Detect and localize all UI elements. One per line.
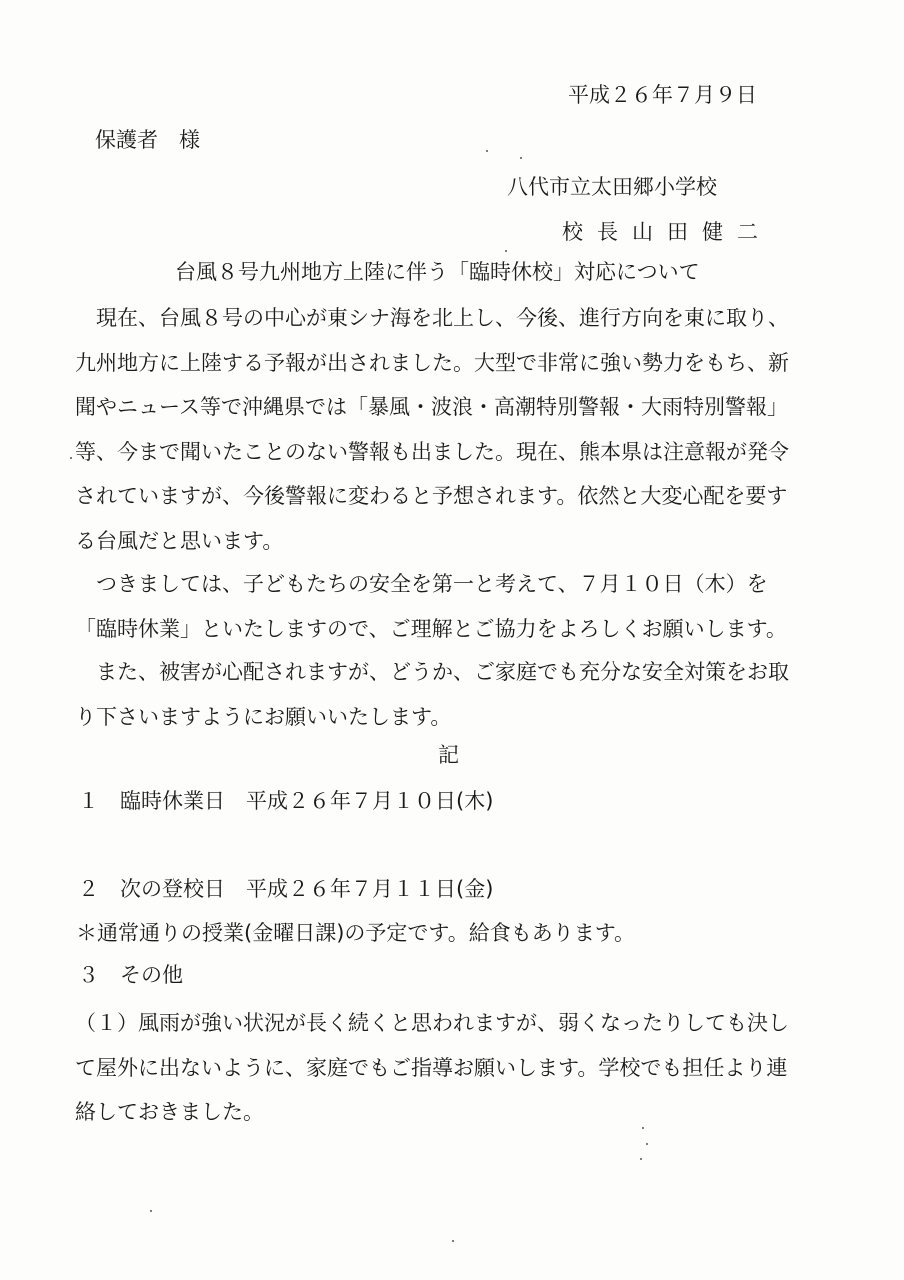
- school-name: 八代市立太田郷小学校: [507, 175, 717, 199]
- scan-speck: [646, 1143, 648, 1145]
- item-next-school-day: ２ 次の登校日 平成２６年７月１１日(金): [78, 877, 494, 901]
- scan-speck: [642, 1127, 644, 1129]
- ki-heading: 記: [438, 743, 459, 767]
- item-other-sub-1: （１）風雨が強い状況が長く続くと思われますが、弱くなったりしても決して屋外に出ないように、家庭でもご指導お願いします。学校でも担任より連絡しておきました。: [75, 1011, 789, 1124]
- scan-speck: [452, 1240, 454, 1242]
- body-paragraph-2: つきましては、子どもたちの安全を第一と考えて、７月１０日（木）を「臨時休業」といたしますので、ご理解とご協力をよろしくお願いします。: [75, 572, 787, 641]
- item-other: ３ その他: [78, 963, 183, 987]
- scan-speck: [150, 1210, 152, 1212]
- principal-name: 校長山田健二: [562, 220, 772, 244]
- item-closure-date: １ 臨時休業日 平成２６年７月１０日(木): [78, 789, 494, 813]
- body-paragraph-3: また、被害が心配されますが、どうか、ご家庭でも充分な安全対策をお取り下さいますようにお願いいたします。: [75, 660, 789, 729]
- body-paragraph-1: 現在、台風８号の中心が東シナ海を北上し、今後、進行方向を東に取り、九州地方に上陸する予報が出されました。大型で非常に強い勢力をもち、新聞やニュース等で沖縄県では「暴風・波浪・高潮特別警報・大雨特別警報」等、今まで聞いたことのない警報も出ました。現在、熊本県は注意報が発令されていますが、今後警報に変わると予想されます。依然と大変心配を要する台風だと思います。: [75, 306, 789, 553]
- notice-title: 台風８号九州地方上陸に伴う「臨時休校」対応について: [175, 260, 700, 284]
- document-date: 平成２６年７月９日: [568, 83, 757, 107]
- item-next-school-day-note: ＊通常通りの授業(金曜日課)の予定です。給食もあります。: [76, 921, 636, 945]
- addressee: 保護者 様: [95, 128, 200, 152]
- scan-speck: [70, 457, 72, 459]
- scan-speck: [486, 150, 488, 152]
- scan-speck: [520, 157, 522, 159]
- scan-speck: [640, 1158, 642, 1160]
- scan-speck: [505, 250, 507, 252]
